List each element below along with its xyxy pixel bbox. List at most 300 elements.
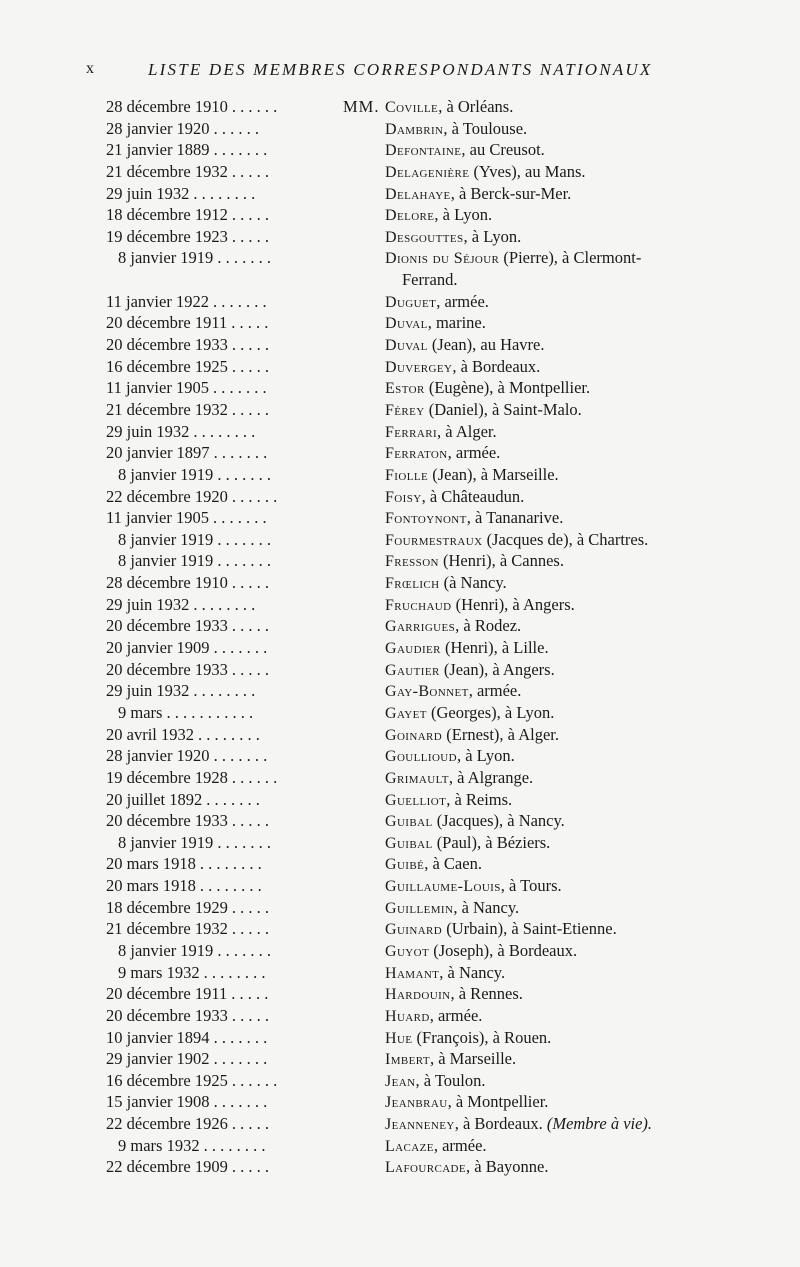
list-item bbox=[0, 1135, 800, 1157]
member-details: , à Rodez. bbox=[455, 616, 522, 636]
member-entry bbox=[385, 615, 521, 638]
member-surname: Duval bbox=[385, 337, 428, 355]
member-surname: Lacaze bbox=[385, 1137, 434, 1155]
member-details: , à Berck-sur-Mer. bbox=[450, 183, 572, 203]
member-entry bbox=[385, 918, 617, 941]
member-entry bbox=[385, 983, 523, 1006]
membership-date bbox=[106, 745, 342, 767]
membership-date bbox=[106, 767, 342, 789]
member-details: , au Creusot. bbox=[461, 140, 545, 160]
member-surname: Coville bbox=[385, 99, 439, 116]
membership-date bbox=[106, 399, 342, 421]
list-item bbox=[0, 529, 800, 551]
list-item bbox=[0, 853, 800, 875]
membership-date bbox=[106, 832, 342, 854]
list-item bbox=[0, 464, 800, 486]
member-entry bbox=[385, 204, 492, 227]
dot-leader: . . . . . . . . bbox=[203, 1135, 266, 1155]
member-details: , à Lyon. bbox=[434, 205, 493, 225]
member-entry bbox=[385, 572, 507, 595]
list-item bbox=[0, 486, 800, 508]
page-number: x bbox=[86, 60, 94, 77]
member-entry bbox=[385, 1135, 487, 1158]
list-item bbox=[0, 161, 800, 183]
member-details: , armée. bbox=[429, 1005, 483, 1025]
member-details: (Georges), à Lyon. bbox=[426, 702, 555, 722]
member-surname: Fourmestraux bbox=[385, 531, 483, 549]
member-surname: Ferraton bbox=[385, 445, 448, 463]
membership-date bbox=[106, 550, 342, 572]
dot-leader: . . . . . . bbox=[213, 118, 259, 138]
dot-leader: . . . . . bbox=[231, 573, 269, 593]
list-item bbox=[0, 334, 800, 356]
membership-date bbox=[106, 1048, 342, 1070]
member-entry bbox=[385, 724, 559, 747]
member-entry bbox=[385, 291, 489, 314]
member-surname: Defontaine bbox=[385, 142, 462, 160]
list-item bbox=[0, 204, 800, 226]
member-surname: Duvergey bbox=[385, 358, 453, 376]
dot-leader: . . . . . . . . bbox=[198, 724, 260, 744]
membership-date bbox=[106, 377, 342, 399]
member-details: (Eugène), à Montpellier. bbox=[424, 378, 591, 398]
member-details: , à Tours. bbox=[500, 876, 562, 896]
member-entry bbox=[385, 183, 571, 206]
date-text: 9 mars 1932 bbox=[118, 962, 200, 982]
list-item bbox=[0, 1005, 800, 1027]
dot-leader: . . . . . . . bbox=[213, 638, 268, 658]
member-surname: Guelliot bbox=[385, 791, 447, 809]
dot-leader: . . . . . bbox=[231, 161, 269, 181]
list-item bbox=[0, 983, 800, 1005]
member-surname: Duval bbox=[385, 315, 428, 333]
list-item bbox=[0, 247, 800, 269]
list-item bbox=[0, 940, 800, 962]
member-details: (Henri), à Cannes. bbox=[438, 551, 564, 571]
date-text: 19 décembre 1923 bbox=[106, 226, 228, 246]
dot-leader: . . . . . . . . bbox=[193, 594, 256, 614]
member-entry bbox=[385, 637, 549, 660]
member-details: , à Lyon. bbox=[456, 746, 515, 766]
member-surname: Delore bbox=[385, 207, 435, 225]
list-item bbox=[0, 918, 800, 940]
date-text: 28 décembre 1910 bbox=[106, 573, 228, 593]
list-item bbox=[0, 962, 800, 984]
member-entry bbox=[385, 789, 512, 812]
date-text: 20 décembre 1911 bbox=[106, 313, 228, 333]
member-surname: Goinard bbox=[385, 726, 443, 744]
date-text: 22 décembre 1926 bbox=[106, 1114, 228, 1134]
member-details: , à Bordeaux. bbox=[454, 1114, 547, 1134]
membership-date bbox=[106, 637, 342, 659]
membership-date bbox=[106, 1070, 342, 1092]
membership-date bbox=[106, 1113, 342, 1135]
member-surname: Hardouin bbox=[385, 986, 451, 1004]
list-item bbox=[0, 421, 800, 443]
member-surname: Guibé bbox=[385, 856, 425, 874]
member-details: , à Montpellier. bbox=[447, 1092, 549, 1112]
dot-leader: . . . . . . . bbox=[217, 248, 271, 268]
dot-leader: . . . . . bbox=[231, 226, 269, 246]
membership-date bbox=[106, 594, 342, 616]
member-details: , à Bordeaux. bbox=[452, 356, 541, 376]
member-entry bbox=[385, 334, 545, 357]
member-surname: Delahaye bbox=[385, 185, 451, 203]
dot-leader: . . . . . . . bbox=[213, 140, 268, 160]
list-item bbox=[0, 183, 800, 205]
membership-date bbox=[106, 96, 342, 118]
date-text: 20 décembre 1933 bbox=[106, 335, 228, 355]
membership-date bbox=[106, 1091, 342, 1113]
date-text: 8 janvier 1919 bbox=[118, 248, 214, 268]
member-surname: Huard bbox=[385, 1007, 430, 1025]
member-details: (François), à Rouen. bbox=[412, 1027, 552, 1047]
list-item bbox=[0, 399, 800, 421]
list-item bbox=[0, 1091, 800, 1113]
member-entry bbox=[385, 247, 641, 270]
date-text: 18 décembre 1929 bbox=[106, 897, 228, 917]
date-text: 29 juin 1932 bbox=[106, 421, 190, 441]
member-details: (Paul), à Béziers. bbox=[432, 832, 551, 852]
dot-leader: . . . . . bbox=[231, 659, 269, 679]
member-surname: Férey bbox=[385, 401, 425, 419]
member-details: , marine. bbox=[427, 313, 486, 333]
date-text: 28 janvier 1920 bbox=[106, 746, 210, 766]
list-item bbox=[0, 291, 800, 313]
member-entry bbox=[385, 421, 497, 444]
membership-date bbox=[106, 724, 342, 746]
member-details: (Yves), au Mans. bbox=[469, 161, 586, 181]
membership-date bbox=[106, 464, 342, 486]
date-text: 8 janvier 1919 bbox=[118, 551, 214, 571]
list-item bbox=[0, 139, 800, 161]
member-entry bbox=[385, 139, 545, 162]
member-details: (Jean), au Havre. bbox=[427, 335, 545, 355]
membership-date bbox=[106, 247, 342, 269]
member-details: Ferrand. bbox=[402, 270, 458, 290]
date-text: 10 janvier 1894 bbox=[106, 1027, 210, 1047]
membership-date bbox=[106, 1027, 342, 1049]
dot-leader: . . . . . . . bbox=[213, 1049, 268, 1069]
member-entry bbox=[385, 529, 648, 552]
dot-leader: . . . . . . bbox=[231, 97, 278, 116]
member-surname: Duguet bbox=[385, 293, 437, 311]
member-details: , armée. bbox=[468, 681, 522, 701]
member-details: , à Châteaudun. bbox=[421, 486, 525, 506]
member-surname: Imbert bbox=[385, 1051, 430, 1069]
list-item bbox=[0, 897, 800, 919]
member-entry bbox=[385, 1005, 482, 1028]
member-surname: Guyot bbox=[385, 942, 430, 960]
member-details: (Urbain), à Saint-Etienne. bbox=[442, 919, 617, 939]
member-entry bbox=[385, 1027, 551, 1050]
member-entry bbox=[385, 810, 565, 833]
member-entry bbox=[385, 1156, 549, 1179]
member-details: , à Alger. bbox=[437, 421, 497, 441]
member-surname: Dionis du Séjour bbox=[385, 250, 500, 268]
date-text: 8 janvier 1919 bbox=[118, 940, 214, 960]
list-item bbox=[0, 724, 800, 746]
dot-leader: . . . . . . bbox=[231, 1070, 278, 1090]
member-surname: Guibal bbox=[385, 834, 433, 852]
membership-date bbox=[106, 702, 342, 724]
dot-leader: . . . . . . . . bbox=[193, 183, 256, 203]
date-text: 21 janvier 1889 bbox=[106, 140, 210, 160]
member-details: , à Orléans. bbox=[438, 97, 514, 116]
dot-leader: . . . . . . . . bbox=[193, 681, 256, 701]
date-text: 29 juin 1932 bbox=[106, 183, 190, 203]
date-text: 16 décembre 1925 bbox=[106, 356, 228, 376]
member-surname: Garrigues bbox=[385, 618, 456, 636]
list-item bbox=[0, 96, 800, 118]
date-text: 20 janvier 1909 bbox=[106, 638, 210, 658]
dot-leader: . . . . . bbox=[231, 356, 269, 376]
member-surname: Foisy bbox=[385, 488, 422, 506]
list-item bbox=[0, 767, 800, 789]
membership-date bbox=[106, 204, 342, 226]
list-item bbox=[0, 356, 800, 378]
date-text: 20 décembre 1911 bbox=[106, 984, 228, 1004]
list-item bbox=[0, 1027, 800, 1049]
date-text: 15 janvier 1908 bbox=[106, 1092, 210, 1112]
dot-leader: . . . . . bbox=[231, 616, 269, 636]
membership-date bbox=[106, 334, 342, 356]
member-details: (Joseph), à Bordeaux. bbox=[429, 940, 578, 960]
list-item bbox=[0, 810, 800, 832]
dot-leader: . . . . . bbox=[231, 897, 269, 917]
list-item bbox=[0, 637, 800, 659]
membership-date bbox=[106, 291, 342, 313]
dot-leader: . . . . . . . bbox=[213, 1027, 268, 1047]
dot-leader: . . . . . bbox=[231, 205, 269, 225]
member-surname: Lafourcade bbox=[385, 1159, 467, 1177]
date-text: 8 janvier 1919 bbox=[118, 529, 214, 549]
date-text: 29 juin 1932 bbox=[106, 681, 190, 701]
dot-leader: . . . . . . bbox=[231, 486, 278, 506]
member-entry bbox=[385, 832, 550, 855]
member-entry bbox=[385, 940, 577, 963]
member-details: (Jacques), à Nancy. bbox=[432, 811, 565, 831]
dot-leader: . . . . . . . bbox=[217, 940, 271, 960]
membership-date bbox=[106, 875, 342, 897]
list-item bbox=[0, 507, 800, 529]
list-item bbox=[0, 1070, 800, 1092]
member-surname: Hamant bbox=[385, 964, 440, 982]
list-item bbox=[0, 1113, 800, 1135]
member-entry bbox=[385, 356, 540, 379]
member-surname: Gautier bbox=[385, 661, 440, 679]
dot-leader: . . . . . bbox=[231, 1157, 269, 1177]
member-surname: Fontoynont bbox=[385, 510, 467, 528]
dot-leader: . . . . . . . . bbox=[203, 962, 266, 982]
date-text: 11 janvier 1905 bbox=[106, 508, 209, 528]
dot-leader: . . . . . . . bbox=[217, 551, 271, 571]
member-entry bbox=[385, 312, 486, 335]
dot-leader: . . . . . . . bbox=[212, 508, 267, 528]
member-entry bbox=[385, 377, 590, 400]
dot-leader: . . . . . bbox=[231, 335, 269, 355]
dot-leader: . . . . . bbox=[231, 984, 269, 1004]
membership-date bbox=[106, 529, 342, 551]
membership-date bbox=[106, 615, 342, 637]
list-item bbox=[0, 659, 800, 681]
date-text: 20 janvier 1897 bbox=[106, 443, 210, 463]
date-text: 20 décembre 1933 bbox=[106, 1005, 228, 1025]
member-surname: Goullioud bbox=[385, 748, 457, 766]
date-text: 22 décembre 1909 bbox=[106, 1157, 228, 1177]
membership-date bbox=[106, 442, 342, 464]
membership-date bbox=[106, 789, 342, 811]
membership-date bbox=[106, 486, 342, 508]
list-item bbox=[0, 572, 800, 594]
member-entry bbox=[385, 1048, 516, 1071]
list-item bbox=[0, 615, 800, 637]
dot-leader: . . . . . . . bbox=[217, 832, 271, 852]
list-item bbox=[0, 312, 800, 334]
membership-date bbox=[106, 161, 342, 183]
member-details: , à Marseille. bbox=[429, 1049, 517, 1069]
member-details: , armée. bbox=[436, 291, 489, 311]
membership-date bbox=[106, 1005, 342, 1027]
member-surname: Gayet bbox=[385, 704, 427, 722]
member-details: , à Reims. bbox=[446, 789, 513, 809]
membership-date bbox=[106, 572, 342, 594]
list-item bbox=[0, 789, 800, 811]
list-item bbox=[0, 1048, 800, 1070]
date-text: 20 décembre 1933 bbox=[106, 811, 228, 831]
membership-date bbox=[106, 507, 342, 529]
member-details: , à Tananarive. bbox=[466, 508, 564, 528]
date-text: 20 mars 1918 bbox=[106, 854, 196, 874]
date-text: 28 décembre 1910 bbox=[106, 97, 228, 116]
member-details: , à Lyon. bbox=[463, 226, 522, 246]
member-entry bbox=[385, 442, 500, 465]
date-text: 21 décembre 1932 bbox=[106, 919, 228, 939]
member-details: , à Rennes. bbox=[450, 984, 523, 1004]
member-details: , à Toulouse. bbox=[443, 118, 528, 138]
list-item bbox=[0, 875, 800, 897]
date-text: 20 décembre 1933 bbox=[106, 659, 228, 679]
membership-date bbox=[106, 183, 342, 205]
member-entry bbox=[385, 1113, 652, 1136]
member-surname: Dambrin bbox=[385, 120, 444, 138]
date-text: 16 décembre 1925 bbox=[106, 1070, 228, 1090]
member-entry bbox=[385, 962, 505, 985]
dot-leader: . . . . . . . . bbox=[193, 421, 256, 441]
date-text: 29 janvier 1902 bbox=[106, 1049, 210, 1069]
member-surname: Hue bbox=[385, 1029, 413, 1047]
member-surname: Guinard bbox=[385, 921, 443, 939]
member-entry bbox=[385, 96, 513, 119]
member-details: (Ernest), à Alger. bbox=[442, 724, 559, 744]
membership-date bbox=[106, 226, 342, 248]
member-details: (Jean), à Marseille. bbox=[428, 464, 559, 484]
member-entry bbox=[385, 399, 582, 422]
list-item bbox=[0, 680, 800, 702]
member-details: (Pierre), à Clermont- bbox=[499, 248, 642, 268]
member-entry bbox=[385, 745, 515, 768]
membership-date bbox=[106, 312, 342, 334]
date-text: 8 janvier 1919 bbox=[118, 832, 214, 852]
member-entry bbox=[385, 853, 482, 876]
dot-leader: . . . . . bbox=[231, 1114, 269, 1134]
dot-leader: . . . . . . bbox=[231, 767, 278, 787]
dot-leader: . . . . . bbox=[231, 811, 269, 831]
member-details: , à Nancy. bbox=[439, 962, 506, 982]
member-entry bbox=[385, 1070, 485, 1093]
prefix-mm: MM. bbox=[343, 97, 380, 116]
member-details: , armée. bbox=[447, 443, 501, 463]
membership-date bbox=[106, 421, 342, 443]
member-entry bbox=[385, 486, 524, 509]
dot-leader: . . . . . bbox=[231, 399, 269, 419]
membership-date bbox=[106, 1135, 342, 1157]
member-surname: Ferrari bbox=[385, 423, 438, 441]
dot-leader: . . . . . . . bbox=[213, 746, 268, 766]
membership-date bbox=[106, 983, 342, 1005]
member-surname: Gaudier bbox=[385, 640, 441, 658]
member-surname: Fruchaud bbox=[385, 596, 452, 614]
dot-leader: . . . . . . . bbox=[217, 464, 271, 484]
page-header bbox=[0, 60, 800, 86]
member-surname: Frœlich bbox=[385, 575, 440, 593]
member-details: , à Nancy. bbox=[453, 897, 520, 917]
date-text: 22 décembre 1920 bbox=[106, 486, 228, 506]
member-surname: Fresson bbox=[385, 553, 439, 571]
member-details: , à Caen. bbox=[424, 854, 482, 874]
date-text: 20 juillet 1892 bbox=[106, 789, 203, 809]
member-details: , armée. bbox=[433, 1135, 487, 1155]
date-text: 9 mars bbox=[118, 702, 163, 722]
dot-leader: . . . . . . . . bbox=[199, 876, 262, 896]
date-text: 20 avril 1932 bbox=[106, 724, 194, 744]
list-item bbox=[0, 702, 800, 724]
member-details: (Henri), à Angers. bbox=[451, 594, 575, 614]
member-entry bbox=[385, 550, 564, 573]
date-text: 21 décembre 1932 bbox=[106, 161, 228, 181]
list-item bbox=[0, 226, 800, 248]
member-entry bbox=[385, 659, 555, 682]
membership-date bbox=[106, 897, 342, 919]
date-text: 19 décembre 1928 bbox=[106, 767, 228, 787]
member-entry bbox=[385, 507, 563, 530]
list-item bbox=[0, 550, 800, 572]
member-entry bbox=[385, 767, 533, 790]
membership-date bbox=[106, 940, 342, 962]
member-surname: Jeanbrau bbox=[385, 1094, 448, 1112]
member-surname: Gay-Bonnet bbox=[385, 683, 469, 701]
member-entry bbox=[402, 269, 457, 291]
member-details: , à Bayonne. bbox=[466, 1157, 549, 1177]
date-text: 18 décembre 1912 bbox=[106, 205, 228, 225]
member-details: (Henri), à Lille. bbox=[440, 638, 549, 658]
list-item bbox=[0, 594, 800, 616]
list-item bbox=[0, 745, 800, 767]
list-item bbox=[0, 377, 800, 399]
dot-leader: . . . . . bbox=[231, 313, 269, 333]
member-surname: Grimault bbox=[385, 769, 449, 787]
dot-leader: . . . . . . . bbox=[212, 378, 267, 398]
membership-date bbox=[106, 118, 342, 140]
list-item bbox=[0, 1156, 800, 1178]
membership-date bbox=[106, 356, 342, 378]
membership-date bbox=[106, 1156, 342, 1178]
member-surname: Jean bbox=[385, 1072, 416, 1090]
date-text: 20 mars 1918 bbox=[106, 876, 196, 896]
member-surname: Jeanneney bbox=[385, 1116, 455, 1134]
membership-date bbox=[106, 659, 342, 681]
date-text: 9 mars 1932 bbox=[118, 1135, 200, 1155]
